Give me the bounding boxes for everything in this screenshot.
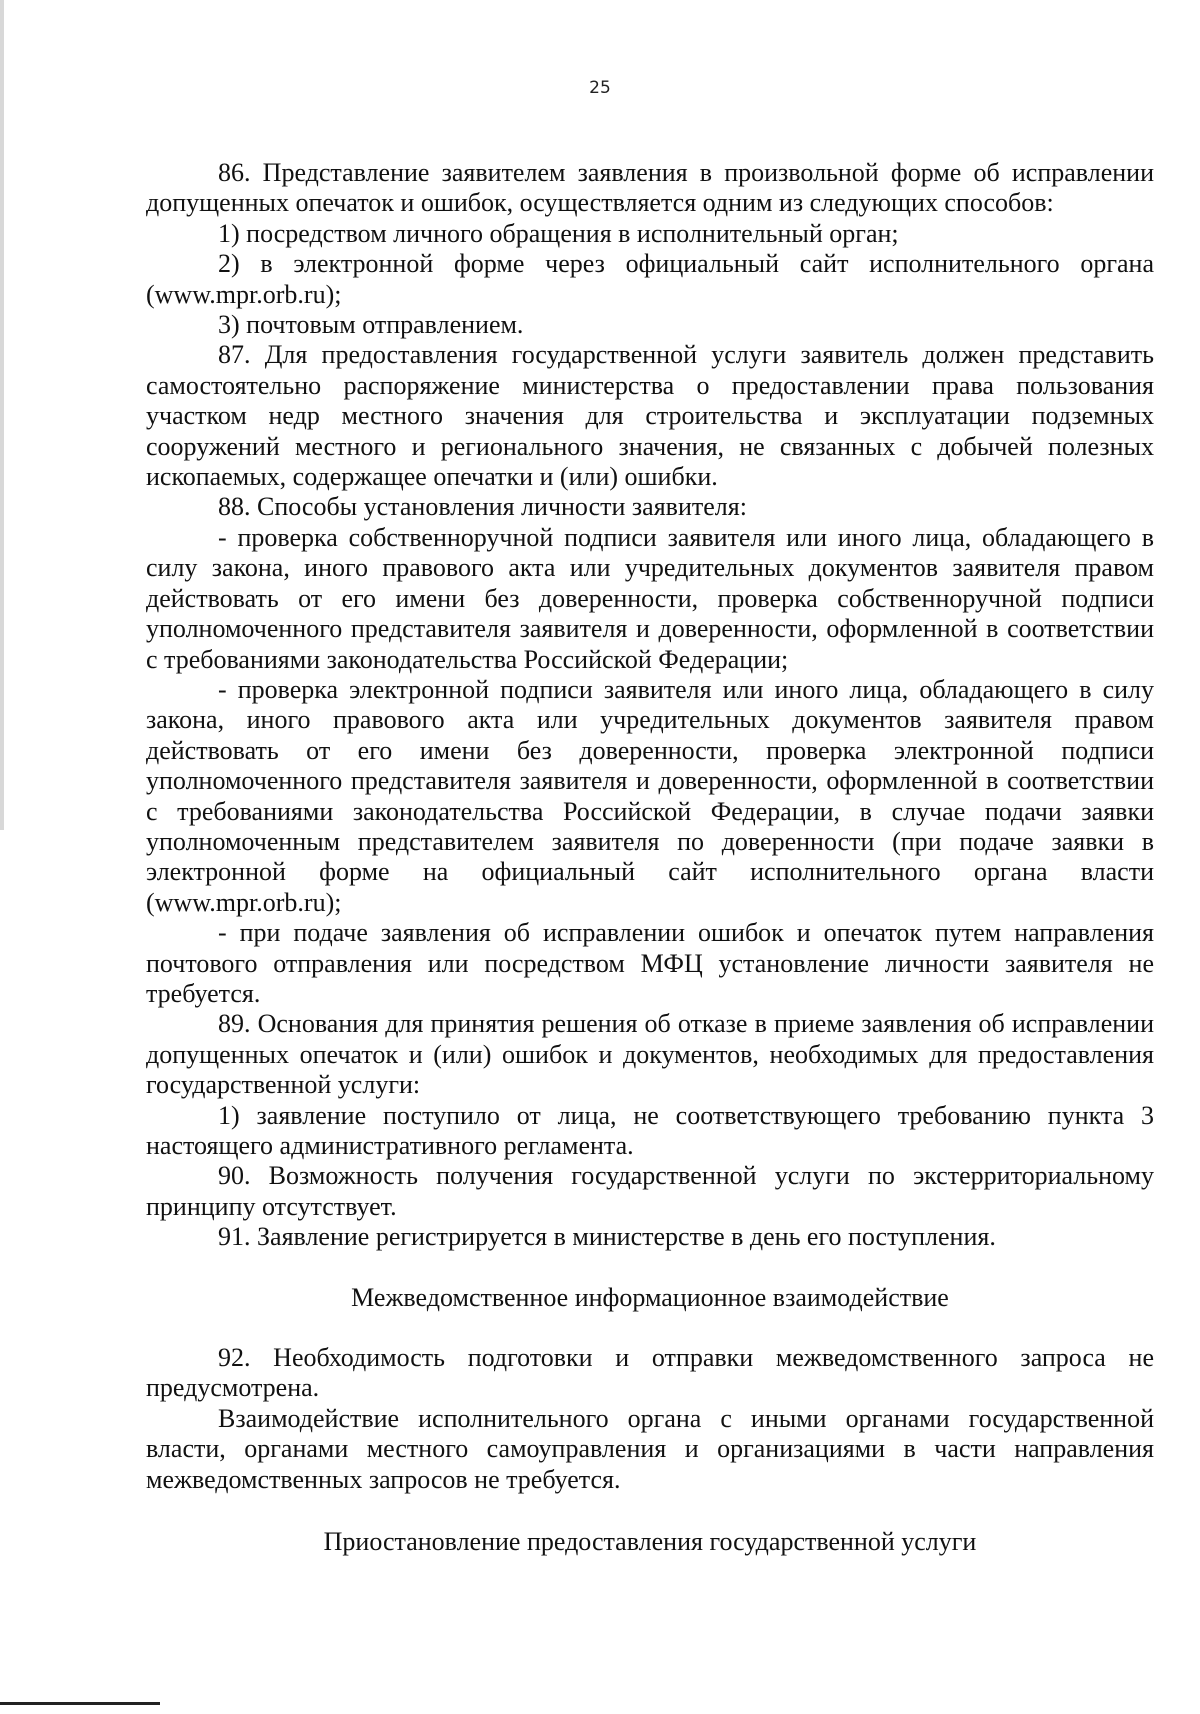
page-number: 25 [589,78,611,98]
paragraph-92: 92. Необходимость подготовки и отправки межведомственного запроса не предусмотрена. [146,1343,1154,1403]
list-item-89-1: 1) заявление поступило от лица, не соответствующего требованию пункта 3 настоящего административного регламента. [146,1100,1154,1160]
footnote-rule [0,1702,160,1705]
paragraph-91: 91. Заявление регистрируется в министерстве в день его поступления. [218,1222,996,1252]
section-heading-interagency: Межведомственное информационное взаимодействие [351,1282,949,1312]
list-item-86-2: 2) в электронной форме через официальный сайт исполнительного органа (www.mpr.orb.ru); [146,249,1154,309]
paragraph-87: 87. Для предоставления государственной услуги заявитель должен представить самостоятельно распоряжение министерства о предоставлении права пользования участком недр местного значения для строительства и эксплуатации подземных сооружений местного и регионального значения, не связанных с добычей полезных ископаемых, содержащее опечатки и (или) ошибки. [146,340,1154,492]
paragraph-88: 88. Способы установления личности заявителя: [218,492,747,522]
list-item-88-handwritten-signature: - проверка собственноручной подписи заявителя или иного лица, обладающего в силу закона, иного правового акта или учредительных документов заявителя правом действовать от его имени без доверенности, проверка собственноручной подписи уполномоченного представителя заявителя и доверенности, оформленной в соответствии с требованиями законодательства Российской Федерации; [146,522,1154,674]
scan-edge-mark [0,0,4,830]
paragraph-89: 89. Основания для принятия решения об отказе в приеме заявления об исправлении допущенных опечаток и (или) ошибок и документов, необходимых для предоставления государственной услуги: [146,1009,1154,1100]
list-item-86-3: 3) почтовым отправлением. [218,310,524,340]
list-item-88-postal: - при подаче заявления об исправлении ошибок и опечаток путем направления почтового отправления или посредством МФЦ установление личности заявителя не требуется. [146,918,1154,1008]
section-heading-suspension: Приостановление предоставления государственной услуги [323,1527,977,1557]
paragraph-interaction: Взаимодействие исполнительного органа с иными органами государственной власти, органами местного самоуправления и организациями в части направления межведомственных запросов не требуется. [146,1403,1154,1494]
list-item-88-electronic-signature: - проверка электронной подписи заявителя или иного лица, обладающего в силу закона, иного правового акта или учредительных документов заявителя правом действовать от его имени без доверенности, проверка электронной подписи уполномоченного представителя заявителя и доверенности, оформленной в соответствии с требованиями законодательства Российской Федерации, в случае подачи заявки уполномоченным представителем заявителя по доверенности (при подаче заявки в электронной форме на официальный сайт исполнительного органа власти (www.mpr.orb.ru); [146,674,1154,917]
paragraph-86: 86. Представление заявителем заявления в произвольной форме об исправлении допущенных опечаток и ошибок, осуществляется одним из следующих способов: [146,158,1154,218]
paragraph-90: 90. Возможность получения государственной услуги по экстерриториальному принципу отсутствует. [146,1161,1154,1221]
list-item-86-1: 1) посредством личного обращения в исполнительный орган; [218,218,899,248]
document-body [146,158,1154,1587]
